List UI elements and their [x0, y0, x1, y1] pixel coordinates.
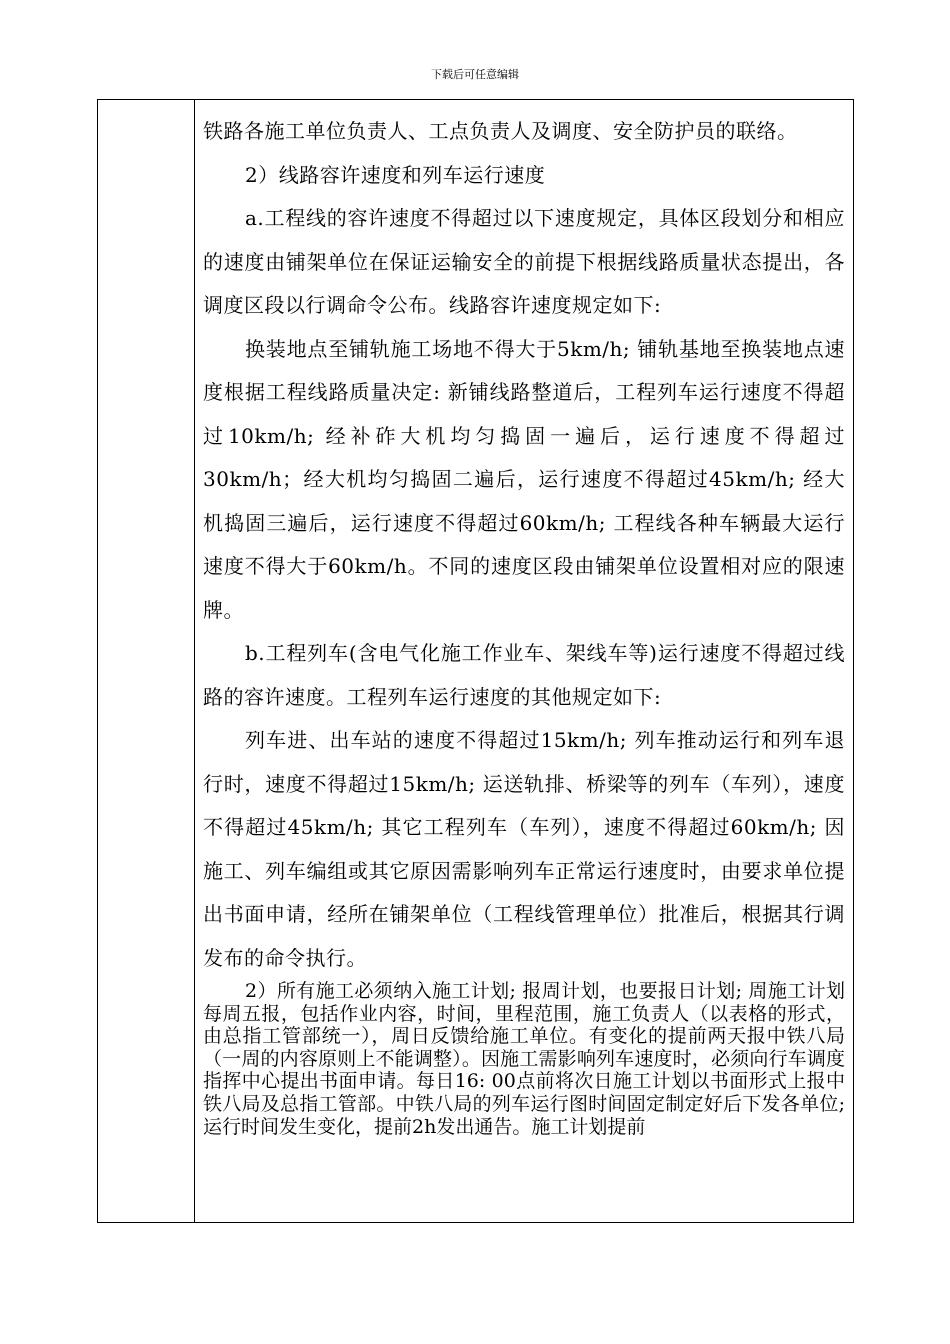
- column-divider: [194, 100, 195, 1222]
- paragraph-allowed-speed: a.工程线的容许速度不得超过以下速度规定，具体区段划分和相应的速度由铺架单位在保证运输安全的前提下根据线路质量状态提出，各调度区段以行调命令公布。线路容许速度规定如下:: [203, 206, 845, 317]
- paragraph-speed-heading: 2）线路容许速度和列车运行速度: [245, 162, 546, 187]
- paragraph-contact: 铁路各施工单位负责人、工点负责人及调度、安全防护员的联络。: [203, 119, 798, 143]
- paragraph-construction-plan: 2）所有施工必须纳入施工计划; 报周计划，也要报日计划; 周施工计划每周五报，包括作业内容，时间，里程范围，施工负责人（以表格的形式，由总指工管部统一），周日反馈给施工单位。有变化的提前两天报中铁八局（一周的内容原则上不能调整）。因施工需影响列车速度时，必须向行车调度指挥中心提出书面申请。每日16: 00点前将次日施工计划以书面形式上报中铁八局及总指工管部。中铁八局的列车运行图时间固定制定好后下发各单位; 运行时间发生变化，提前2h发出通告。施工计划提前: [203, 980, 845, 1138]
- page-header: 下载后可任意编辑: [431, 68, 519, 81]
- table-cell-content: [203, 110, 845, 1138]
- table-frame: [97, 99, 854, 1223]
- paragraph-train-speed-rules: 列车进、出车站的速度不得超过15km/h; 列车推动运行和列车退行时，速度不得超过15km/h; 运送轨排、桥梁等的列车（车列），速度不得超过45km/h; 其它工程列车（车列），速度不得超过60km/h; 因施工、列车编组或其它原因需影响列车正常运行速度时，由要求单位提出书面申请，经所在铺架单位（工程线管理单位）批准后，根据其行调发布的命令执行。: [203, 728, 845, 970]
- paragraph-train-speed: b.工程列车(含电气化施工作业车、架线车等)运行速度不得超过线路的容许速度。工程列车运行速度的其他规定如下:: [203, 641, 845, 709]
- paragraph-speed-rules: 换装地点至铺轨施工场地不得大于5km/h; 铺轨基地至换装地点速度根据工程线路质量决定: 新铺线路整道后，工程列车运行速度不得超过10km/h; 经补砟大机均匀捣固一遍后，运行速度不得超过30km/h；经大机均匀捣固二遍后，运行速度不得超过45km/h; 经大机捣固三遍后，运行速度不得超过60km/h; 工程线各种车辆最大运行速度不得大于60km/h。不同的速度区段由铺架单位设置相对应的限速牌。: [203, 336, 845, 622]
